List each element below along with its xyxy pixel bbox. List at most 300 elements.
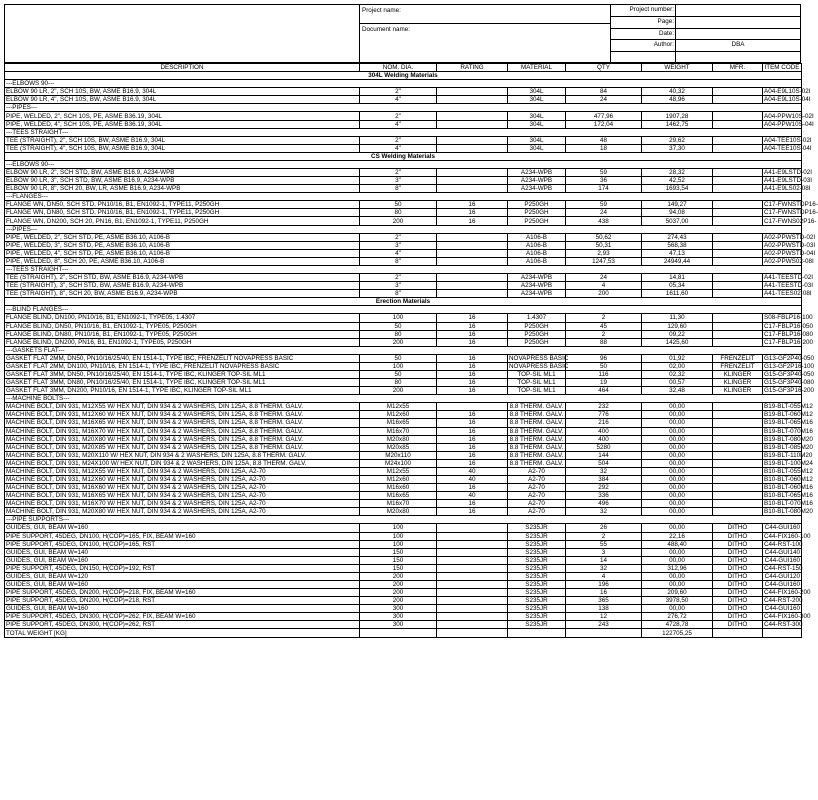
cell-nom-dia: 3" <box>360 241 437 249</box>
group-title: ---TEES STRAIGHT--- <box>5 265 802 273</box>
cell-item-code: C44-FIX160-300 <box>764 613 811 621</box>
cell-material: 8.8 THERM. GALV. <box>508 411 566 419</box>
cell-description: GUIDES, GUI, BEAM W=160 <box>5 605 360 613</box>
group-header-row <box>5 128 802 136</box>
cell-nom-dia: 2" <box>360 136 437 144</box>
cell-material: A234-WPB <box>508 274 566 282</box>
group-title: ---ELBOWS 90--- <box>5 80 802 88</box>
cell-rating <box>437 581 508 589</box>
date-label: Date: <box>611 29 676 40</box>
cell-rating: 16 <box>437 370 508 378</box>
cell-nom-dia: 50 <box>360 322 437 330</box>
cell-weight: 00,00 <box>642 475 713 483</box>
table-row <box>5 257 802 265</box>
cell-qty: 232 <box>566 403 642 411</box>
total-blank <box>508 629 566 637</box>
cell-material: A234-WPB <box>508 282 566 290</box>
cell-rating <box>437 589 508 597</box>
cell-material: A106-B <box>508 233 566 241</box>
cell-qty: 5280 <box>566 443 642 451</box>
cell-mfr: DITHO <box>713 589 763 597</box>
cell-weight: 1907,28 <box>642 112 713 120</box>
group-header-row <box>5 306 802 314</box>
cell-qty: 464 <box>566 387 642 395</box>
cell-description: GASKET FLAT 3MM, DN50, PN10/16/25/40, EN 1514-1, TYPE IBC, KLINGER TOP-SIL ML1 <box>5 370 360 378</box>
cell-mfr: KLINGER <box>713 379 763 387</box>
section-title-row <box>5 298 802 306</box>
cell-mfr <box>713 435 763 443</box>
cell-material: A2-70 <box>508 467 566 475</box>
cell-rating: 16 <box>437 508 508 516</box>
cell-material: TOP-SIL ML1 <box>508 370 566 378</box>
cell-nom-dia: 8" <box>360 185 437 193</box>
cell-mfr: FRENZELIT <box>713 354 763 362</box>
cell-qty: 496 <box>566 500 642 508</box>
cell-item-code: C44-RST-300 <box>764 621 803 629</box>
cell-description: MACHINE BOLT, DIN 931, M20X85 W/ HEX NUT, DIN 934 & 2 WASHERS, DIN 125A, 8.8 THERM. GALV. <box>5 443 360 451</box>
cell-rating: 16 <box>437 411 508 419</box>
table-row <box>5 330 802 338</box>
cell-mfr <box>713 427 763 435</box>
author-row <box>611 40 800 52</box>
cell-weight: 209,60 <box>642 589 713 597</box>
cell-item-code: B19-BLT-055M12 <box>764 403 813 411</box>
cell-nom-dia: M16x65 <box>360 492 437 500</box>
cell-rating: 16 <box>437 217 508 225</box>
table-row <box>5 524 802 532</box>
cell-rating <box>437 282 508 290</box>
cell-material: A2-70 <box>508 508 566 516</box>
cell-nom-dia: M16x65 <box>360 419 437 427</box>
table-row <box>5 88 802 96</box>
cell-description: FLANGE BLIND, DN200, PN16, B1, EN1092-1, TYPE05, P250GH <box>5 338 360 346</box>
table-row <box>5 564 802 572</box>
cell-material: S235JR <box>508 564 566 572</box>
cell-description: MACHINE BOLT, DIN 931, M20X110 W/ HEX NUT, DIN 934 & 2 WASHERS, DIN 125A, 8.8 THERM. GALV. <box>5 451 360 459</box>
cell-weight: 47,13 <box>642 249 713 257</box>
cell-qty: 36 <box>566 177 642 185</box>
cell-description: PIPE SUPPORT, 45DEG, DN200, H(COP)=218, FIX, BEAM W=160 <box>5 589 360 597</box>
group-header-row <box>5 265 802 273</box>
cell-rating <box>437 621 508 629</box>
cell-weight: 00,57 <box>642 379 713 387</box>
cell-nom-dia: 200 <box>360 387 437 395</box>
cell-rating <box>437 88 508 96</box>
cell-nom-dia: M16x60 <box>360 484 437 492</box>
group-title: ---FLANGES--- <box>5 193 802 201</box>
cell-material: TOP-SIL ML1 <box>508 379 566 387</box>
cell-mfr <box>713 443 763 451</box>
project-number-value <box>676 5 800 16</box>
group-title: ---TEES STRAIGHT--- <box>5 128 802 136</box>
table-row <box>5 169 802 177</box>
cell-item-code: C44-FIX160-200 <box>764 589 811 597</box>
cell-nom-dia: M20x80 <box>360 508 437 516</box>
cell-rating: 16 <box>437 443 508 451</box>
cell-description: PIPE SUPPORT, 45DEG, DN100, H(COP)=165, FIX, BEAM W=160 <box>5 532 360 540</box>
cell-mfr <box>713 88 763 96</box>
table-row <box>5 548 802 556</box>
cell-qty: 477,96 <box>566 112 642 120</box>
cell-weight: 94,08 <box>642 209 713 217</box>
table-row <box>5 362 802 370</box>
cell-material: A234-WPB <box>508 169 566 177</box>
cell-weight: 02,00 <box>642 362 713 370</box>
cell-mfr <box>713 459 763 467</box>
cell-nom-dia: 200 <box>360 581 437 589</box>
project-number-row <box>611 5 800 17</box>
cell-nom-dia: 150 <box>360 556 437 564</box>
table-row <box>5 621 802 629</box>
cell-rating: 16 <box>437 354 508 362</box>
cell-qty: 59 <box>566 201 642 209</box>
page-label: Page: <box>611 17 676 28</box>
cell-material: A106-B <box>508 249 566 257</box>
cell-rating <box>437 185 508 193</box>
cell-mfr <box>713 274 763 282</box>
cell-qty: 504 <box>566 459 642 467</box>
cell-weight: 42,52 <box>642 177 713 185</box>
cell-description: GUIDES, GUI, BEAM W=160 <box>5 581 360 589</box>
cell-nom-dia: M20x80 <box>360 435 437 443</box>
cell-mfr <box>713 411 763 419</box>
cell-material: S235JR <box>508 524 566 532</box>
group-title: ---PIPES--- <box>5 225 802 233</box>
cell-rating <box>437 96 508 104</box>
cell-item-code: B19-BLT-085M20 <box>764 443 813 451</box>
cell-weight: 00,00 <box>642 605 713 613</box>
cell-material: A234-WPB <box>508 177 566 185</box>
cell-material: NOVAPRESS BASIC <box>509 354 569 362</box>
cell-item-code: C44-GUI160 <box>763 524 802 532</box>
cell-qty: 48 <box>566 136 642 144</box>
cell-qty: 16 <box>566 589 642 597</box>
cell-material: A234-WPB <box>508 290 566 298</box>
cell-item-code: A04-TEE10S-04I <box>764 144 812 152</box>
cell-mfr: DITHO <box>713 540 763 548</box>
cell-item-code: C17-FBLP16-080 <box>764 330 814 338</box>
cell-material: 304L <box>508 136 566 144</box>
cell-qty: 59 <box>566 169 642 177</box>
cell-nom-dia: 200 <box>360 217 437 225</box>
cell-weight: 312,96 <box>642 564 713 572</box>
cell-mfr <box>713 419 763 427</box>
cell-material: P250GH <box>508 330 566 338</box>
cell-mfr <box>713 185 763 193</box>
table-row <box>5 500 802 508</box>
cell-description: PIPE, WELDED, 8", SCH 20, PE, ASME B36.10, A106-B <box>5 257 360 265</box>
cell-material: P250GH <box>508 322 566 330</box>
cell-mfr <box>713 467 763 475</box>
cell-mfr <box>713 241 763 249</box>
cell-material: S235JR <box>508 548 566 556</box>
cell-weight: 1462,75 <box>642 120 713 128</box>
cell-qty: 384 <box>566 475 642 483</box>
cell-rating <box>437 524 508 532</box>
cell-description: MACHINE BOLT, DIN 931, M12X60 W/ HEX NUT, DIN 934 & 2 WASHERS, DIN 125A, 8.8 THERM. GALV. <box>5 411 360 419</box>
cell-material: S235JR <box>508 556 566 564</box>
group-title: ---PIPES--- <box>5 104 802 112</box>
total-blank <box>360 629 437 637</box>
cell-qty: 2 <box>566 314 642 322</box>
group-title: ---BLIND FLANGES--- <box>5 306 802 314</box>
cell-rating: 40 <box>437 467 508 475</box>
cell-weight: 11,30 <box>642 314 713 322</box>
table-row <box>5 217 802 225</box>
cell-qty: 2,93 <box>566 249 642 257</box>
cell-item-code: A41-E9LSTD-02I <box>764 169 812 177</box>
cell-item-code: A04-E9L10S-02I <box>764 88 811 96</box>
project-name-label: Project name: <box>360 5 610 24</box>
cell-material: TOP-SIL ML1 <box>508 387 566 395</box>
cell-material: 8.8 THERM. GALV. <box>508 403 566 411</box>
cell-material: 304L <box>508 144 566 152</box>
cell-material: A2-70 <box>508 492 566 500</box>
cell-material: 304L <box>508 112 566 120</box>
section-title: 304L Welding Materials <box>5 72 802 80</box>
cell-description: MACHINE BOLT, DIN 931, M16X65 W/ HEX NUT, DIN 934 & 2 WASHERS, DIN 125A, 8.8 THERM. GALV. <box>5 419 360 427</box>
cell-description: GUIDES, GUI, BEAM W=120 <box>5 572 360 580</box>
cell-description: ELBOW 90 LR, 8", SCH 20, BW, LR, ASME B16.9, A234-WPB <box>5 185 360 193</box>
total-blank <box>566 629 642 637</box>
cell-material: S235JR <box>508 597 566 605</box>
cell-qty: 144 <box>566 451 642 459</box>
cell-qty: 216 <box>566 419 642 427</box>
cell-nom-dia: 100 <box>360 314 437 322</box>
cell-rating <box>437 532 508 540</box>
cell-rating: 40 <box>437 475 508 483</box>
cell-rating: 16 <box>437 419 508 427</box>
cell-rating: 16 <box>437 209 508 217</box>
author-value: DBA <box>731 41 745 49</box>
cell-mfr: DITHO <box>713 613 763 621</box>
cell-qty: 18 <box>566 144 642 152</box>
cell-weight: 5037,00 <box>642 217 713 225</box>
cell-mfr <box>713 338 763 346</box>
cell-description: FLANGE WN, DN200, SCH 20, PN16, B1, EN1092-1, TYPE11, P250GH <box>5 217 360 225</box>
cell-weight: 28,32 <box>642 169 713 177</box>
cell-description: GASKET FLAT 3MM, DN80, PN10/16/25/40, EN 1514-1, TYPE IBC, KLINGER TOP-SIL ML1 <box>5 379 360 387</box>
table-row <box>5 136 802 144</box>
date-value <box>676 29 800 40</box>
cell-weight: 00,00 <box>642 484 713 492</box>
cell-item-code: B19-BLT-080M20 <box>764 435 813 443</box>
cell-nom-dia: 300 <box>360 605 437 613</box>
header-spacer-label <box>611 52 676 62</box>
cell-mfr <box>713 330 763 338</box>
cell-mfr <box>713 314 763 322</box>
cell-nom-dia: 80 <box>360 209 437 217</box>
cell-item-code: C44-GUI160 <box>763 605 802 613</box>
cell-material: S235JR <box>508 532 566 540</box>
cell-description: PIPE, WELDED, 2", SCH STD, PE, ASME B36.10, A106-B <box>5 233 360 241</box>
cell-item-code: G13-GF2P16-100 <box>764 362 815 370</box>
table-row <box>5 435 802 443</box>
cell-item-code: C17-FBLP16-050 <box>764 322 814 330</box>
cell-qty: 336 <box>566 492 642 500</box>
project-number-label: Project number: <box>611 5 676 16</box>
table-row <box>5 314 802 322</box>
cell-rating <box>437 556 508 564</box>
cell-material: S235JR <box>508 613 566 621</box>
table-row <box>5 451 802 459</box>
cell-rating <box>437 249 508 257</box>
cell-description: GASKET FLAT 2MM, DN100, PN10/16, EN 1514-1, TYPE IBC, FRENZELIT NOVAPRESS BASIC <box>5 362 360 370</box>
table-row <box>5 233 802 241</box>
bom-body <box>5 72 818 629</box>
table-row <box>5 589 802 597</box>
table-row <box>5 492 802 500</box>
table-row <box>5 597 802 605</box>
cell-weight: 14,81 <box>642 274 713 282</box>
cell-rating: 16 <box>437 322 508 330</box>
author-label: Author: <box>611 40 676 51</box>
table-row <box>5 96 802 104</box>
col-qty: QTY <box>566 64 642 72</box>
cell-mfr <box>713 475 763 483</box>
cell-mfr <box>713 322 763 330</box>
cell-material: A106-B <box>508 241 566 249</box>
cell-material: A2-70 <box>508 475 566 483</box>
cell-qty: 776 <box>566 411 642 419</box>
cell-rating <box>437 257 508 265</box>
cell-nom-dia: 4" <box>360 249 437 257</box>
cell-nom-dia: 80 <box>360 330 437 338</box>
cell-material: A2-70 <box>508 500 566 508</box>
col-material: MATERIAL <box>508 64 566 72</box>
cell-material: 8.8 THERM. GALV. <box>508 443 566 451</box>
table-row <box>5 282 802 290</box>
cell-description: GASKET FLAT 3MM, DN200, PN10/16, EN 1514-1, TYPE IBC, KLINGER TOP-SIL ML1 <box>5 387 360 395</box>
cell-mfr: DITHO <box>713 524 763 532</box>
table-row <box>5 370 802 378</box>
cell-description: PIPE, WELDED, 4", SCH 10S, PE, ASME B36.19, 304L <box>5 120 360 128</box>
cell-nom-dia: 2" <box>360 233 437 241</box>
cell-item-code: C17-FWNSTDP16- <box>764 209 818 217</box>
table-row <box>5 613 802 621</box>
cell-qty: 26 <box>566 524 642 532</box>
cell-weight: 00,00 <box>642 581 713 589</box>
cell-nom-dia: 2" <box>360 169 437 177</box>
total-weight-value: 122705,25 <box>642 629 713 637</box>
cell-item-code: B19-BLT-065M16 <box>764 419 813 427</box>
cell-rating <box>437 572 508 580</box>
cell-item-code: C44-FIX160-100 <box>764 532 811 540</box>
cell-item-code: A02-PPWSTD-02I <box>764 233 816 241</box>
cell-weight: 05,34 <box>642 282 713 290</box>
table-row <box>5 201 802 209</box>
cell-description: PIPE SUPPORT, 45DEG, DN300, H(COP)=262, RST <box>5 621 360 629</box>
cell-material: P250GH <box>508 338 566 346</box>
cell-description: GUIDES, GUI, BEAM W=160 <box>5 524 360 532</box>
cell-mfr <box>713 112 763 120</box>
cell-weight: 40,32 <box>642 88 713 96</box>
table-row <box>5 322 802 330</box>
cell-description: PIPE SUPPORT, 45DEG, DN150, H(COP)=192, RST <box>5 564 360 572</box>
cell-mfr <box>713 169 763 177</box>
cell-description: FLANGE BLIND, DN50, PN10/16, B1, EN1092-1, TYPE05, P250GH <box>5 322 360 330</box>
cell-item-code: B10-BLT-060M16 <box>764 484 813 492</box>
cell-material: 1.4307 <box>508 314 566 322</box>
cell-weight: 149,27 <box>642 201 713 209</box>
cell-nom-dia: 8" <box>360 290 437 298</box>
group-header-row <box>5 104 802 112</box>
cell-rating: 16 <box>437 314 508 322</box>
cell-description: ELBOW 90 LR, 2", SCH STD, BW, ASME B16.9, A234-WPB <box>5 169 360 177</box>
table-row <box>5 411 802 419</box>
header-names <box>360 5 611 62</box>
cell-mfr <box>713 209 763 217</box>
cell-description: PIPE SUPPORT, 45DEG, DN100, H(COP)=165, RST <box>5 540 360 548</box>
cell-description: MACHINE BOLT, DIN 931, M16X70 W/ HEX NUT, DIN 934 & 2 WASHERS, DIN 125A, 8.8 THERM. GALV. <box>5 427 360 435</box>
cell-mfr <box>713 290 763 298</box>
cell-description: MACHINE BOLT, DIN 931, M16X70 W/ HEX NUT, DIN 934 & 2 WASHERS, DIN 125A, A2-70 <box>5 500 360 508</box>
cell-weight: 00,00 <box>642 556 713 564</box>
cell-material: P250GH <box>508 217 566 225</box>
cell-mfr: DITHO <box>713 597 763 605</box>
bom-sheet <box>4 4 818 638</box>
cell-mfr <box>713 136 763 144</box>
table-row <box>5 338 802 346</box>
cell-qty: 2 <box>566 532 642 540</box>
cell-mfr: DITHO <box>713 572 763 580</box>
cell-description: MACHINE BOLT, DIN 931, M12X55 W/ HEX NUT, DIN 934 & 2 WASHERS, DIN 125A, A2-70 <box>5 467 360 475</box>
cell-item-code: C44-GUI160 <box>763 556 802 564</box>
cell-qty: 24 <box>566 209 642 217</box>
cell-item-code: G13-GF2P40-050 <box>764 354 815 362</box>
cell-weight: 4728,78 <box>642 621 713 629</box>
cell-weight: 22,16 <box>642 532 713 540</box>
total-label: TOTAL WEIGHT [KG] <box>5 629 360 637</box>
cell-nom-dia: 100 <box>360 524 437 532</box>
cell-qty: 50,62 <box>566 233 642 241</box>
cell-material: S235JR <box>508 581 566 589</box>
cell-mfr <box>713 451 763 459</box>
cell-weight: 00,00 <box>642 403 713 411</box>
cell-mfr <box>713 144 763 152</box>
cell-nom-dia: 8" <box>360 257 437 265</box>
cell-mfr: DITHO <box>713 621 763 629</box>
table-row <box>5 459 802 467</box>
cell-item-code: A41-TEESTD-02I <box>764 274 813 282</box>
cell-item-code: B19-BLT-100M24 <box>764 459 813 467</box>
cell-weight: 488,40 <box>642 540 713 548</box>
group-header-row <box>5 225 802 233</box>
header-spacer-row <box>611 52 800 62</box>
group-header-row <box>5 516 802 524</box>
cell-weight: 02,32 <box>642 370 713 378</box>
cell-item-code: A41-TEESTD-03I <box>764 282 813 290</box>
cell-mfr <box>713 492 763 500</box>
cell-qty: 438 <box>566 217 642 225</box>
cell-description: PIPE, WELDED, 4", SCH STD, PE, ASME B36.10, A106-B <box>5 249 360 257</box>
cell-material: 8.8 THERM. GALV. <box>508 435 566 443</box>
cell-material: P250GH <box>508 201 566 209</box>
cell-weight: 568,38 <box>642 241 713 249</box>
cell-nom-dia: 4" <box>360 96 437 104</box>
cell-rating: 16 <box>437 201 508 209</box>
cell-description: MACHINE BOLT, DIN 931, M24X100 W/ HEX NUT, DIN 934 & 2 WASHERS, DIN 125A, 8.8 THERM. GALV. <box>5 459 360 467</box>
table-row <box>5 177 802 185</box>
table-row <box>5 379 802 387</box>
cell-qty: 3 <box>566 548 642 556</box>
group-header-row <box>5 80 802 88</box>
cell-mfr: DITHO <box>713 605 763 613</box>
cell-description: TEE (STRAIGHT), 4", SCH 10S, BW, ASME B16.9, 304L <box>5 144 360 152</box>
table-row <box>5 443 802 451</box>
cell-weight: 00,00 <box>642 467 713 475</box>
cell-material: 8.8 THERM. GALV. <box>508 419 566 427</box>
